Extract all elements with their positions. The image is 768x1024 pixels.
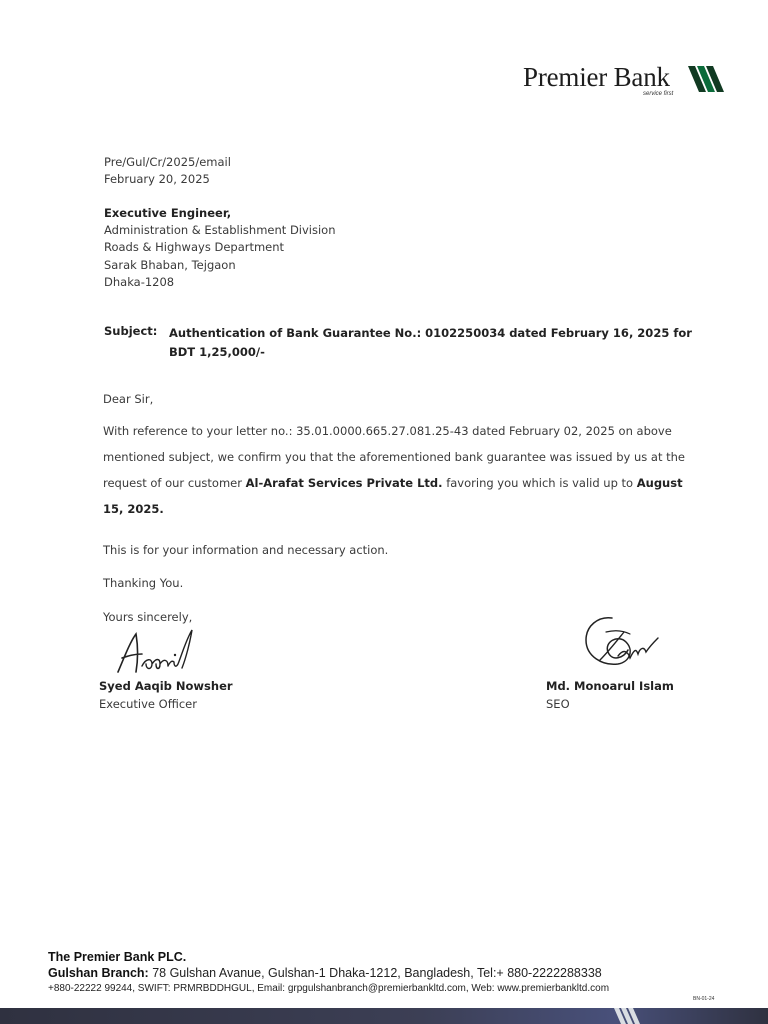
footer-company-name: The Premier Bank PLC.: [48, 950, 187, 964]
address-line: Sarak Bhaban, Tejgaon: [104, 257, 236, 272]
signatory-block: [546, 678, 674, 713]
salutation: Dear Sir,: [103, 392, 154, 406]
footer-branch-address: [48, 966, 602, 980]
signature-image: [112, 628, 208, 676]
signatory-name: Md. Monoarul Islam: [546, 679, 674, 693]
body-text-part: With reference to your letter no.: 35.01.0000.665.27.081.25-43 dated February 02, 2025 on above mentioned subject, we confirm you that the aforementioned bank guarantee was issued by us at the request of our customer: [103, 424, 686, 490]
thanks-paragraph: Thanking You.: [103, 576, 184, 590]
signatory-designation: SEO: [546, 696, 570, 711]
logo-wordmark: Premier Bank: [523, 62, 670, 92]
bank-logo: [520, 60, 730, 100]
footer-color-band: [0, 1008, 768, 1024]
band-emblem-icon: [612, 1008, 642, 1024]
signatory-designation: Executive Officer: [99, 696, 197, 711]
validity-date: August 15, 2025.: [103, 476, 683, 516]
address-line: Dhaka-1208: [104, 274, 175, 289]
recipient-address: [104, 205, 336, 291]
footer-branch-label: Gulshan Branch:: [48, 966, 149, 980]
closing: Yours sincerely,: [103, 610, 193, 624]
body-text-part: favoring you which is valid up to: [442, 476, 637, 490]
signatory-block: [99, 678, 233, 713]
address-line: Administration & Establishment Division: [104, 223, 336, 238]
body-paragraph: [103, 418, 703, 522]
subject-label: Subject:: [104, 324, 158, 338]
logo-tagline: service first: [643, 91, 674, 97]
reference-block: [104, 154, 231, 188]
signature-image: [578, 612, 660, 674]
address-line: Roads & Highways Department: [104, 240, 285, 255]
info-paragraph: This is for your information and necessary action.: [103, 543, 389, 557]
letter-date: February 20, 2025: [104, 172, 210, 186]
reference-number: Pre/Gul/Cr/2025/email: [104, 155, 231, 169]
form-code: BN-01-24: [693, 996, 715, 1002]
footer-contact-line: +880-22222 99244, SWIFT: PRMRBDDHGUL, Email: grpgulshanbranch@premierbankltd.com, Web: www.premierbankltd.com: [48, 983, 610, 994]
footer-address-text: 78 Gulshan Avanue, Gulshan-1 Dhaka-1212, Bangladesh, Tel:+ 880-2222288338: [148, 966, 602, 980]
signatory-name: Syed Aaqib Nowsher: [99, 679, 233, 693]
premier-bank-emblem-icon: [686, 64, 724, 94]
subject-text: Authentication of Bank Guarantee No.: 0102250034 dated February 16, 2025 for BDT 1,25,000/-: [169, 326, 692, 359]
recipient-title: Executive Engineer,: [104, 206, 232, 220]
customer-name: Al-Arafat Services Private Ltd.: [245, 476, 443, 490]
